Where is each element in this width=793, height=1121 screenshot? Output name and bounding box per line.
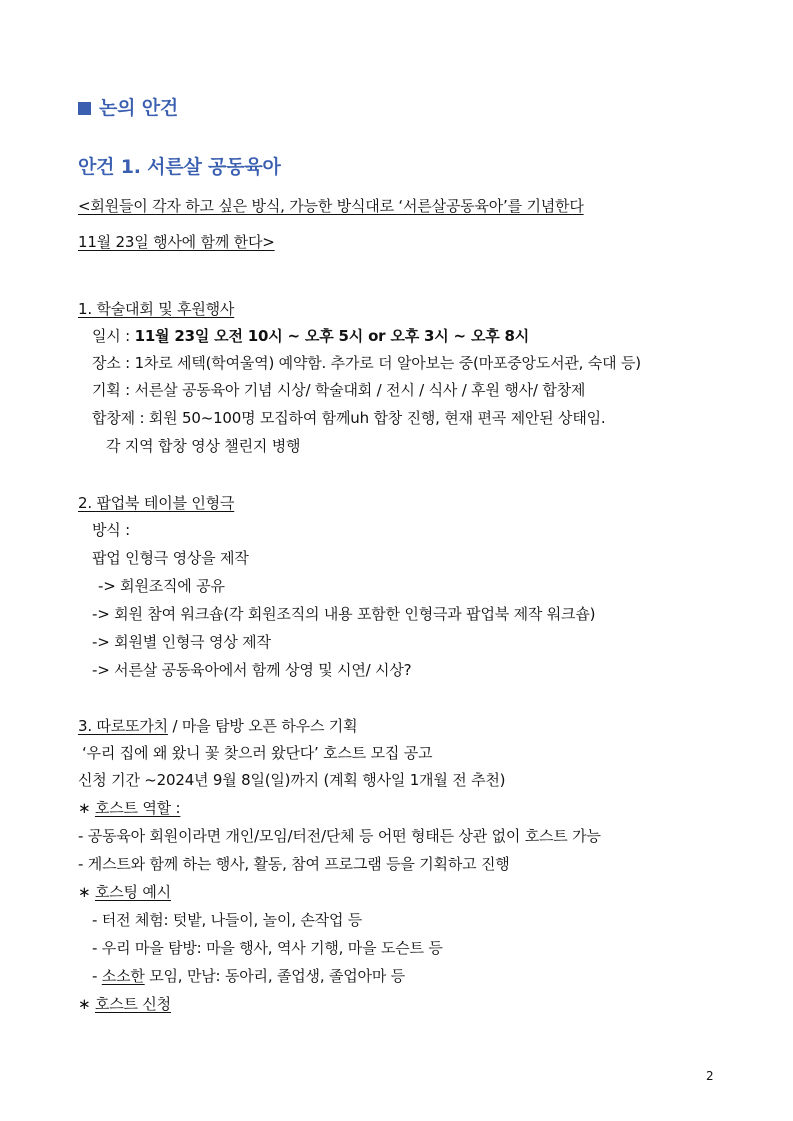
item3-line-recruit: ‘우리 집에 왜 왔니 꽃 찾으러 왔단다’ 호스트 모집 공고	[82, 744, 433, 762]
square-bullet-icon	[78, 102, 91, 115]
item3-example-line-2: - 우리 마을 탐방: 마을 행사, 역사 기행, 마을 도슨트 등	[92, 939, 443, 957]
item3-apply-heading: ∗ 호스트 신청	[78, 995, 171, 1013]
item2-line-method: 방식 :	[92, 521, 131, 539]
item2-line-2: -> 회원조직에 공유	[98, 577, 225, 595]
item3-role-heading: ∗ 호스트 역할 :	[78, 799, 181, 817]
item1-line-plan: 기획 : 서른살 공동육아 기념 시상/ 학술대회 / 전시 / 식사 / 후원 행사/ 합창제	[92, 381, 586, 399]
item1-line-choir: 합창제 : 회원 50~100명 모집하여 함께uh 합창 진행, 현재 편곡 제안된 상태임.	[92, 409, 606, 427]
item1-heading: 1. 학술대회 및 후원행사	[78, 300, 235, 318]
item1-date: 일시 : 11월 23일 오전 10시 ~ 오후 5시 or 오후 3시 ~ 오후 8시	[92, 327, 530, 345]
item2-line-1: 팝업 인형극 영상을 제작	[92, 549, 249, 567]
item3-heading: 3. 따로또가치 / 마을 탐방 오픈 하우스 기획	[78, 717, 358, 735]
item1-line-challenge: 각 지역 합창 영상 챌린지 병행	[106, 437, 301, 455]
item3-line-period: 신청 기간 ~2024년 9월 8일(일)까지 (계획 행사일 1개월 전 추천)	[78, 771, 506, 789]
item2-line-5: -> 서른살 공동육아에서 함께 상영 및 시연/ 시상?	[92, 661, 412, 679]
intro-line-1: <회원들이 각자 하고 싶은 방식, 가능한 방식대로 ‘서른살공동육아’를 기념한다	[78, 197, 584, 215]
item3-example-line-3: - 소소한 모임, 만남: 동아리, 졸업생, 졸업아마 등	[92, 967, 405, 985]
section-title: 논의 안건	[78, 96, 178, 120]
item2-line-3: -> 회원 참여 워크숍(각 회원조직의 내용 포함한 인형극과 팝업북 제작 워크숍)	[92, 605, 596, 623]
item3-role-line-1: - 공동육아 회원이라면 개인/모임/터전/단체 등 어떤 형태든 상관 없이 호스트 가능	[78, 827, 601, 845]
item3-example-line-1: - 터전 체험: 텃밭, 나들이, 놀이, 손작업 등	[92, 911, 363, 929]
item2-line-4: -> 회원별 인형극 영상 제작	[92, 633, 271, 651]
intro-line-2: 11월 23일 행사에 함께 한다>	[78, 233, 275, 251]
item3-example-heading: ∗ 호스팅 예시	[78, 883, 171, 901]
page-number: 2	[706, 1069, 714, 1083]
item1-line-place: 장소 : 1차로 세텍(학여울역) 예약함. 추가로 더 알아보는 중(마포중앙도서관, 숙대 등)	[92, 354, 641, 372]
item2-heading: 2. 팝업북 테이블 인형극	[78, 494, 235, 512]
item3-role-line-2: - 게스트와 함께 하는 행사, 활동, 참여 프로그램 등을 기획하고 진행	[78, 855, 510, 873]
agenda-title: 안건 1. 서른살 공동육아	[78, 156, 281, 178]
